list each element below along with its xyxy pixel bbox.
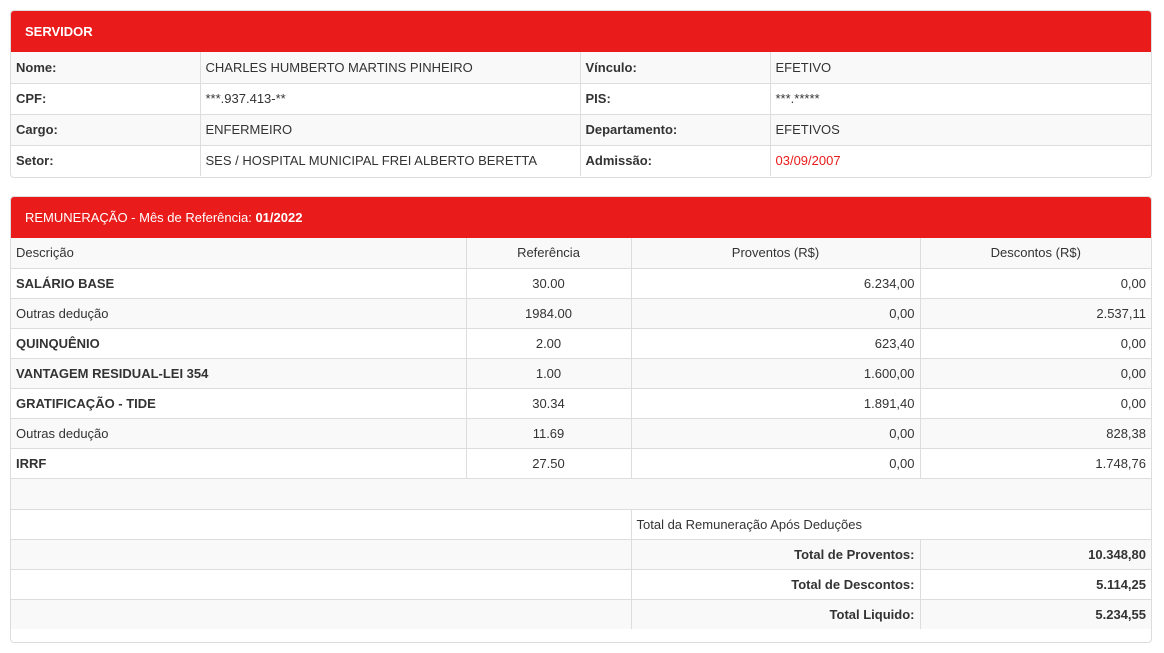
row-descricao: GRATIFICAÇÃO - TIDE [11, 388, 466, 418]
col-proventos-header: Proventos (R$) [631, 238, 920, 268]
row-descricao: SALÁRIO BASE [11, 268, 466, 298]
total-liquido-row [11, 599, 1151, 629]
servidor-row-nome [11, 52, 1151, 83]
table-row [11, 328, 1151, 358]
totals-title: Total da Remuneração Após Deduções [631, 509, 1151, 539]
servidor-row-cargo [11, 114, 1151, 145]
total-descontos-value: 5.114,25 [920, 569, 1151, 599]
row-descontos: 0,00 [920, 328, 1151, 358]
nome-label: Nome: [11, 52, 200, 83]
table-row [11, 388, 1151, 418]
row-descricao: Outras dedução [11, 298, 466, 328]
total-liquido-label: Total Liquido: [631, 599, 920, 629]
nome-value: CHARLES HUMBERTO MARTINS PINHEIRO [200, 52, 580, 83]
row-descontos: 0,00 [920, 358, 1151, 388]
row-proventos: 1.891,40 [631, 388, 920, 418]
row-descricao: Outras dedução [11, 418, 466, 448]
pis-label: PIS: [580, 83, 770, 114]
total-proventos-value: 10.348,80 [920, 539, 1151, 569]
row-referencia: 30.34 [466, 388, 631, 418]
cpf-label: CPF: [11, 83, 200, 114]
row-referencia: 30.00 [466, 268, 631, 298]
col-descricao-header: Descrição [11, 238, 466, 268]
totals-empty-cell [11, 509, 631, 539]
row-referencia: 11.69 [466, 418, 631, 448]
totals-empty-cell [11, 539, 631, 569]
setor-value: SES / HOSPITAL MUNICIPAL FREI ALBERTO BERETTA [200, 145, 580, 176]
remuneracao-panel-header [11, 197, 1151, 238]
row-proventos: 0,00 [631, 448, 920, 478]
totals-empty-cell [11, 569, 631, 599]
row-proventos: 623,40 [631, 328, 920, 358]
remuneracao-panel [10, 196, 1152, 643]
row-descontos: 828,38 [920, 418, 1151, 448]
vinculo-label: Vínculo: [580, 52, 770, 83]
cargo-label: Cargo: [11, 114, 200, 145]
remuneracao-header-row [11, 238, 1151, 268]
table-row [11, 268, 1151, 298]
admissao-value: 03/09/2007 [770, 145, 1151, 176]
servidor-row-cpf [11, 83, 1151, 114]
row-proventos: 6.234,00 [631, 268, 920, 298]
table-row [11, 418, 1151, 448]
admissao-label: Admissão: [580, 145, 770, 176]
remuneracao-header-month: 01/2022 [255, 210, 303, 225]
cpf-value: ***.937.413-** [200, 83, 580, 114]
row-referencia: 1.00 [466, 358, 631, 388]
departamento-label: Departamento: [580, 114, 770, 145]
row-proventos: 1.600,00 [631, 358, 920, 388]
remuneracao-header-prefix: REMUNERAÇÃO - Mês de Referência: [25, 210, 256, 225]
row-descricao: IRRF [11, 448, 466, 478]
vinculo-value: EFETIVO [770, 52, 1151, 83]
total-descontos-row [11, 569, 1151, 599]
spacer-cell [11, 478, 1151, 509]
total-proventos-row [11, 539, 1151, 569]
departamento-value: EFETIVOS [770, 114, 1151, 145]
spacer-row [11, 478, 1151, 509]
total-liquido-value: 5.234,55 [920, 599, 1151, 629]
row-proventos: 0,00 [631, 418, 920, 448]
table-row [11, 358, 1151, 388]
servidor-header-title: SERVIDOR [25, 24, 93, 39]
totals-empty-cell [11, 599, 631, 629]
servidor-panel-header [11, 11, 1151, 52]
table-row [11, 448, 1151, 478]
table-row [11, 298, 1151, 328]
row-descricao: VANTAGEM RESIDUAL-LEI 354 [11, 358, 466, 388]
servidor-table [11, 52, 1151, 176]
row-descontos: 0,00 [920, 388, 1151, 418]
servidor-panel [10, 10, 1152, 178]
row-referencia: 27.50 [466, 448, 631, 478]
row-referencia: 2.00 [466, 328, 631, 358]
setor-label: Setor: [11, 145, 200, 176]
row-descontos: 0,00 [920, 268, 1151, 298]
pis-value: ***.***** [770, 83, 1151, 114]
col-descontos-header: Descontos (R$) [920, 238, 1151, 268]
total-descontos-label: Total de Descontos: [631, 569, 920, 599]
row-referencia: 1984.00 [466, 298, 631, 328]
remuneracao-table [11, 238, 1151, 629]
row-descontos: 1.748,76 [920, 448, 1151, 478]
total-proventos-label: Total de Proventos: [631, 539, 920, 569]
cargo-value: ENFERMEIRO [200, 114, 580, 145]
servidor-row-setor [11, 145, 1151, 176]
row-proventos: 0,00 [631, 298, 920, 328]
totals-title-row [11, 509, 1151, 539]
row-descricao: QUINQUÊNIO [11, 328, 466, 358]
row-descontos: 2.537,11 [920, 298, 1151, 328]
col-referencia-header: Referência [466, 238, 631, 268]
